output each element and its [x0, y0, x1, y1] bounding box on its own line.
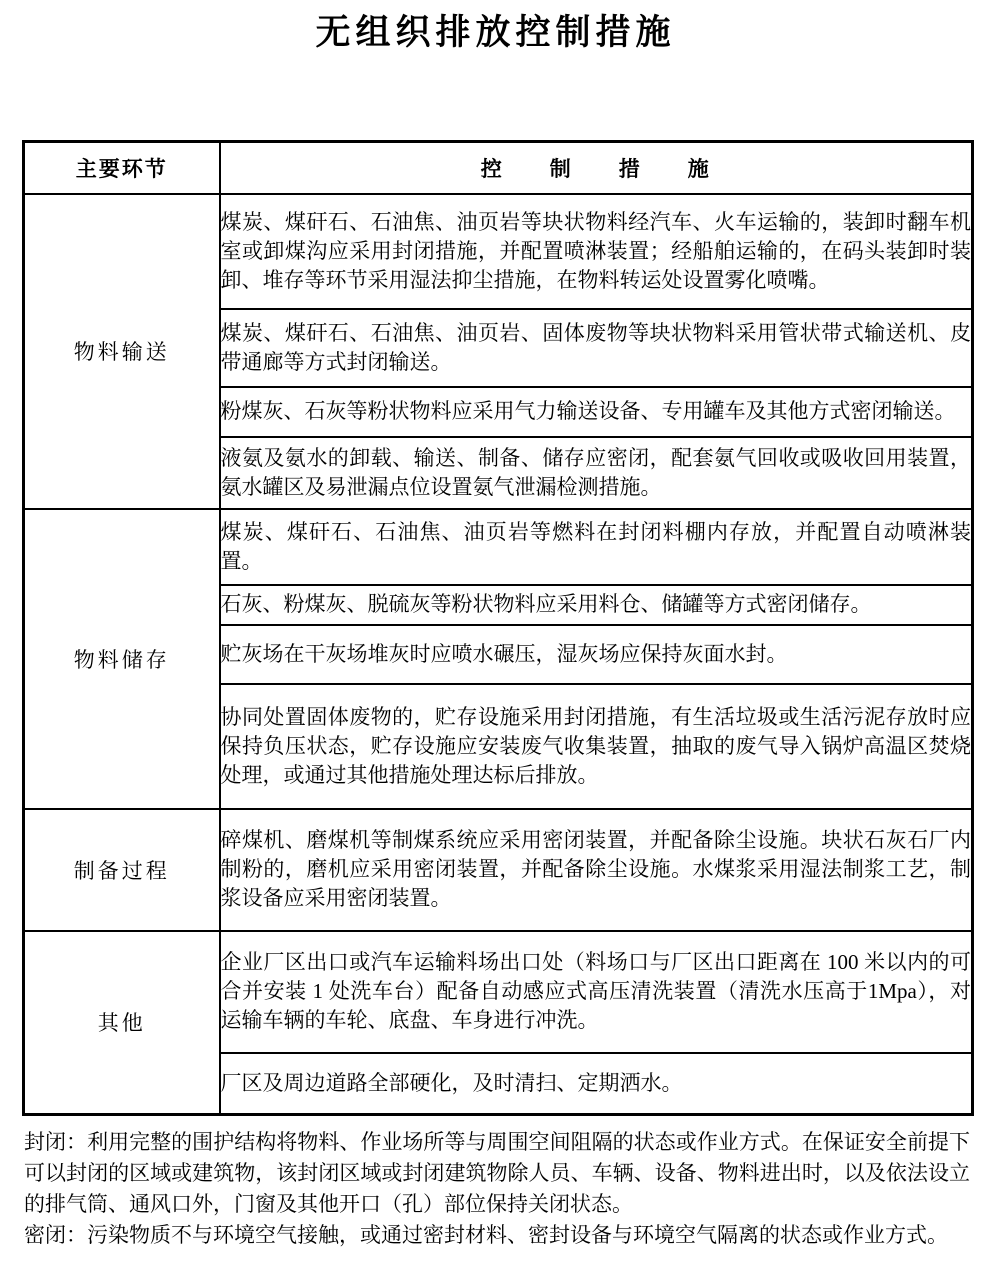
table-row [24, 809, 973, 931]
group-label-material-storage: 物料储存 [24, 509, 220, 809]
group-label-other: 其他 [24, 931, 220, 1115]
table-row [24, 509, 973, 585]
measure-cell-other-1: 企业厂区出口或汽车运输料场出口处（料场口与厂区出口距离在 100 米以内的可合并安装 1 处洗车台）配备自动感应式高压清洗装置（清洗水压高于1Mpa），对运输车辆的车轮、底盘、车身进行冲洗。 [220, 931, 973, 1053]
page-title: 无组织排放控制措施 [315, 13, 676, 52]
measure-cell-transport-1: 煤炭、煤矸石、石油焦、油页岩等块状物料经汽车、火车运输的，装卸时翻车机室或卸煤沟应采用封闭措施，并配置喷淋装置；经船舶运输的，在码头装卸时装卸、堆存等环节采用湿法抑尘措施，在物料转运处设置雾化喷嘴。 [220, 194, 973, 309]
group-label-material-transport: 物料输送 [24, 194, 220, 509]
footnote-enclosed-definition: 封闭：利用完整的围护结构将物料、作业场所等与周围空间阻隔的状态或作业方式。在保证安全前提下可以封闭的区域或建筑物，该封闭区域或封闭建筑物除人员、车辆、设备、物料进出时，以及依法设立的排气筒、通风口外，门窗及其他开口（孔）部位保持关闭状态。 [24, 1130, 970, 1216]
footnote-sealed-definition: 密闭：污染物质不与环境空气接触，或通过密封材料、密封设备与环境空气隔离的状态或作业方式。 [24, 1223, 948, 1247]
header-main-stages: 主要环节 [24, 142, 220, 194]
group-label-preparation-process: 制备过程 [24, 809, 220, 931]
measure-cell-storage-4: 协同处置固体废物的，贮存设施采用封闭措施，有生活垃圾或生活污泥存放时应保持负压状态，贮存设施应安装废气收集装置，抽取的废气导入锅炉高温区焚烧处理，或通过其他措施处理达标后排放。 [220, 684, 973, 809]
measure-cell-transport-2: 煤炭、煤矸石、石油焦、油页岩、固体废物等块状物料采用管状带式输送机、皮带通廊等方式封闭输送。 [220, 309, 973, 387]
table-row [24, 931, 973, 1053]
measure-cell-storage-2: 石灰、粉煤灰、脱硫灰等粉状物料应采用料仓、储罐等方式密闭储存。 [220, 585, 973, 625]
footnotes [24, 1127, 970, 1251]
measures-table [22, 140, 974, 1116]
table-header-row [24, 142, 973, 194]
header-control-measures: 控 制 措 施 [220, 142, 973, 194]
measure-cell-storage-1: 煤炭、煤矸石、石油焦、油页岩等燃料在封闭料棚内存放，并配置自动喷淋装置。 [220, 509, 973, 585]
measure-cell-transport-4: 液氨及氨水的卸载、输送、制备、储存应密闭，配套氨气回收或吸收回用装置，氨水罐区及易泄漏点位设置氨气泄漏检测措施。 [220, 437, 973, 509]
measure-cell-other-2: 厂区及周边道路全部硬化，及时清扫、定期洒水。 [220, 1053, 973, 1115]
measure-cell-storage-3: 贮灰场在干灰场堆灰时应喷水碾压，湿灰场应保持灰面水封。 [220, 625, 973, 684]
table-row [24, 194, 973, 309]
measure-cell-transport-3: 粉煤灰、石灰等粉状物料应采用气力输送设备、专用罐车及其他方式密闭输送。 [220, 387, 973, 437]
measure-cell-preparation-1: 碎煤机、磨煤机等制煤系统应采用密闭装置，并配备除尘设施。块状石灰石厂内制粉的，磨机应采用密闭装置，并配备除尘设施。水煤浆采用湿法制浆工艺，制浆设备应采用密闭装置。 [220, 809, 973, 931]
